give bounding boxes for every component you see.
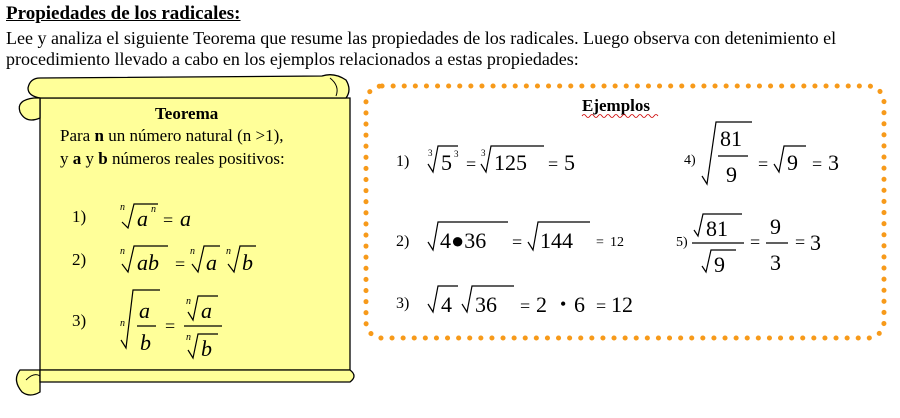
svg-text:=: = [548,154,559,174]
example-3 [396,286,633,317]
svg-text:=: = [165,316,176,336]
svg-text:12: 12 [611,292,633,317]
examples-title: Ejemplos [582,96,650,115]
svg-text:a: a [206,250,217,275]
svg-text:a: a [201,298,212,323]
svg-text:n: n [186,296,191,307]
theorem-line-2: y a y b números reales positivos: [60,149,285,168]
svg-text:=: = [175,254,186,274]
property-3 [72,290,222,361]
svg-text:n: n [186,332,191,343]
svg-text:9: 9 [714,252,725,277]
svg-text:b: b [140,330,151,355]
svg-text:3: 3 [810,230,821,255]
svg-text:3: 3 [481,148,486,158]
svg-text:=: = [812,154,823,174]
svg-text:3: 3 [454,149,459,159]
svg-text:=: = [750,232,761,252]
svg-text:5: 5 [564,150,575,175]
svg-text:ab: ab [137,250,159,275]
svg-text:•: • [560,294,567,314]
svg-text:3): 3) [72,311,87,330]
svg-text:=: = [596,235,604,250]
svg-text:n: n [226,246,231,257]
svg-text:=: = [466,154,477,174]
svg-text:n: n [151,204,156,215]
svg-text:=: = [596,296,607,316]
svg-text:4): 4) [684,153,696,168]
intro-paragraph: Lee y analiza el siguiente Teorema que resume las propiedades de los radicales. Luego observa con detenimiento el procedimiento llevado a cabo en los ejemplos relacionados a estas propiedades: [6,28,837,69]
svg-text:2): 2) [72,250,87,269]
svg-text:6: 6 [574,292,585,317]
svg-text:9: 9 [770,214,781,239]
svg-text:4●36: 4●36 [440,228,487,253]
svg-text:3: 3 [428,148,433,158]
svg-text:9: 9 [787,150,798,175]
svg-text:n: n [120,246,125,257]
svg-text:12: 12 [610,235,624,250]
svg-text:=: = [520,296,531,316]
svg-text:3: 3 [828,150,839,175]
svg-text:1): 1) [72,207,87,226]
svg-text:b: b [242,250,253,275]
svg-text:=: = [758,154,769,174]
svg-text:a: a [137,206,148,231]
svg-text:b: b [201,336,212,361]
svg-text:1): 1) [396,153,410,170]
svg-text:n: n [120,318,125,329]
svg-text:2): 2) [396,233,410,250]
svg-text:4: 4 [441,292,452,317]
svg-text:81: 81 [706,216,728,241]
svg-text:144: 144 [540,228,573,253]
svg-text:n: n [120,202,125,213]
svg-text:a: a [180,206,191,231]
svg-text:5): 5) [676,235,688,250]
svg-text:81: 81 [720,126,742,151]
property-1 [72,202,191,231]
example-4 [684,122,839,187]
example-2 [396,222,624,253]
theorem-line-1: Para n un número natural (n >1), [60,126,284,145]
svg-text:2: 2 [536,292,547,317]
example-5 [676,214,821,277]
svg-text:3: 3 [770,250,781,275]
property-2 [72,246,256,275]
svg-text:36: 36 [475,292,497,317]
svg-text:125: 125 [494,150,527,175]
svg-text:a: a [139,298,150,323]
svg-text:=: = [795,232,806,252]
svg-text:9: 9 [726,162,737,187]
theorem-title: Teorema [155,104,219,123]
svg-text:=: = [512,232,523,252]
svg-text:n: n [190,246,195,257]
svg-text:=: = [163,210,174,230]
svg-text:5: 5 [441,150,452,175]
svg-text:3): 3) [396,295,410,312]
page-title: Propiedades de los radicales: [6,3,241,24]
example-1 [396,146,575,175]
